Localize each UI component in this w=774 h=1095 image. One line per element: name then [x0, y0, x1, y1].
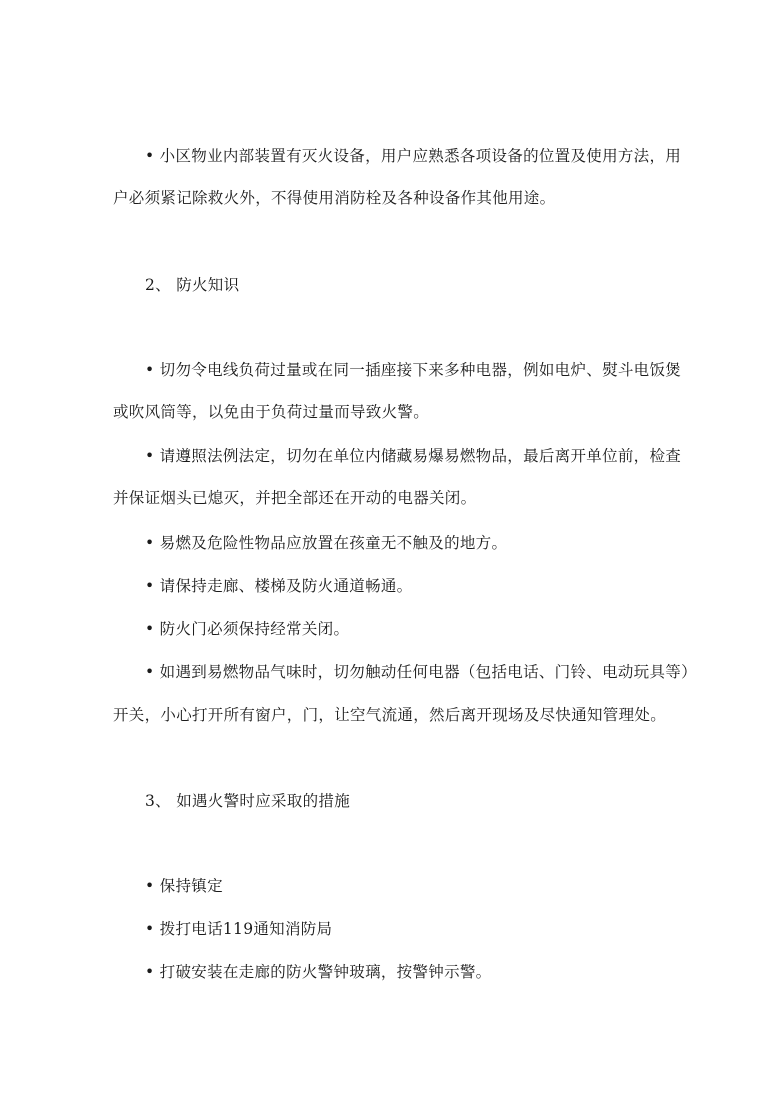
section2-item6-line1: • 如遇到易燃物品气味时，切勿触动任何电器（包括电话、门铃、电动玩具等） — [145, 663, 697, 681]
section2-item2-line1: • 请遵照法例法定，切勿在单位内储藏易爆易燃物品，最后离开单位前，检查 — [145, 447, 682, 465]
section3-item3: • 打破安装在走廊的防火警钟玻璃，按警钟示警。 — [145, 963, 492, 981]
section3-item2: • 拨打电话119通知消防局 — [145, 920, 333, 938]
section2-item2-line2: 并保证烟头已熄灭，并把全部还在开动的电器关闭。 — [113, 489, 477, 507]
para1-line2: 户必须紧记除救火外，不得使用消防栓及各种设备作其他用途。 — [113, 189, 556, 207]
section2-heading: 2、 防火知识 — [145, 276, 240, 294]
section2-item5: • 防火门必须保持经常关闭。 — [145, 620, 350, 638]
section2-item1-line2: 或吹风筒等，以免由于负荷过量而导致火警。 — [113, 403, 430, 421]
section2-item6-line2: 开关，小心打开所有窗户，门，让空气流通，然后离开现场及尽快通知管理处。 — [113, 706, 667, 724]
section2-item3: • 易燃及危险性物品应放置在孩童无不触及的地方。 — [145, 534, 508, 552]
section3-heading: 3、 如遇火警时应采取的措施 — [145, 792, 350, 810]
section2-item1-line1: • 切勿令电线负荷过量或在同一插座接下来多种电器，例如电炉、熨斗电饭煲 — [145, 361, 682, 379]
para1-line1: • 小区物业内部装置有灭火设备，用户应熟悉各项设备的位置及使用方法，用 — [145, 147, 682, 165]
section2-item4: • 请保持走廊、楼梯及防火通道畅通。 — [145, 577, 413, 595]
section3-item1: • 保持镇定 — [145, 877, 223, 895]
